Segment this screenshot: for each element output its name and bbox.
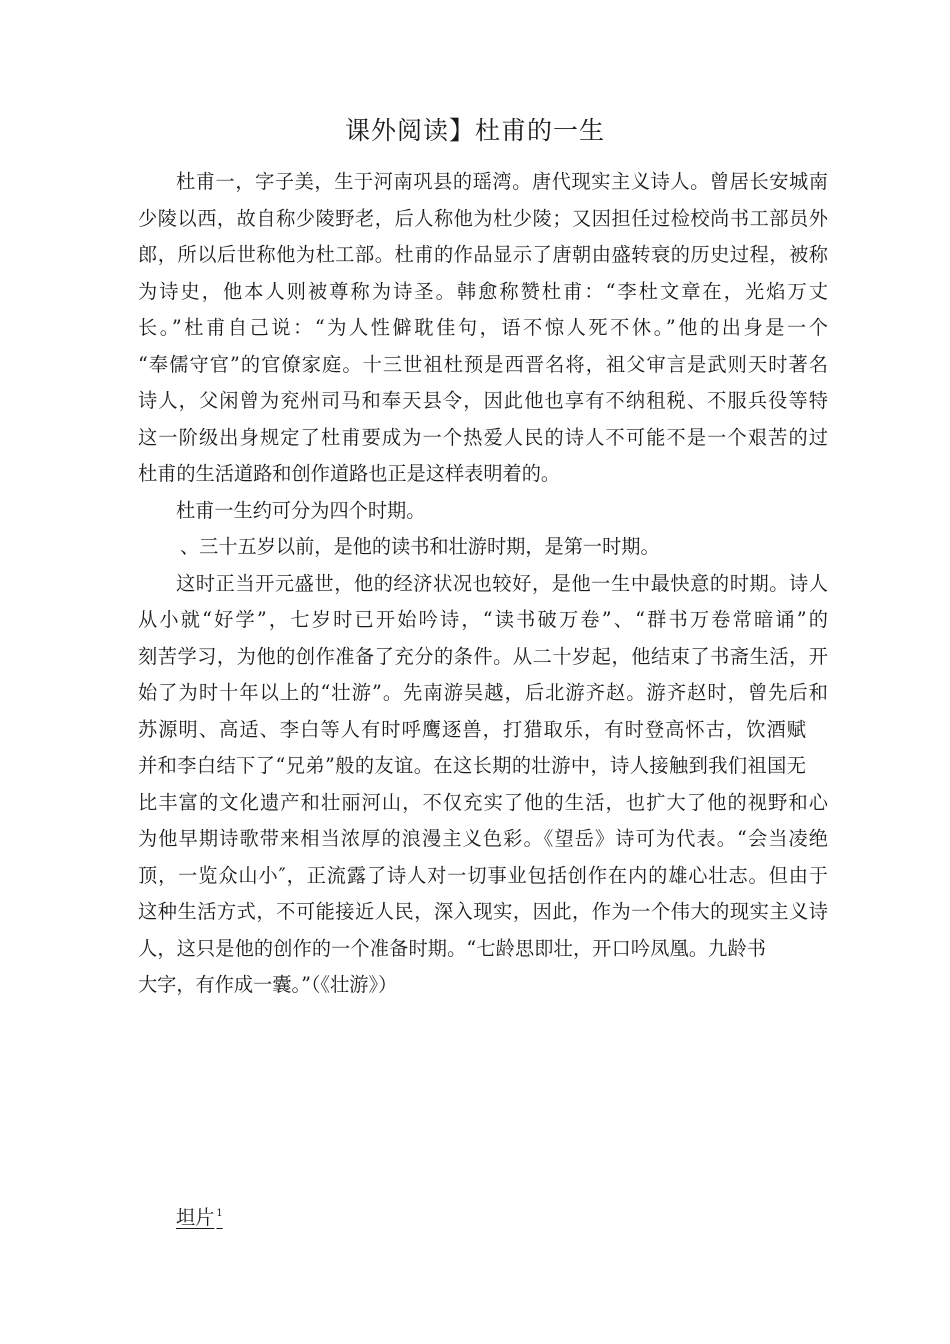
paragraph-line: 大字，有作成一囊。”（《壮游》） <box>138 973 398 996</box>
paragraph-line: 苏源明、高适、李白等人有时呼鹰逐兽，打猎取乐，有时登高怀古，饮酒赋 <box>138 717 806 741</box>
paragraph-line: 郎，所以后世称他为杜工部。杜甫的作品显示了唐朝由盛转衰的历史过程，被称 <box>138 243 828 266</box>
paragraph-line: 并和李白结下了“兄弟”般的友谊。在这长期的壮游中，诗人接触到我们祖国无 <box>138 754 806 777</box>
paragraph-line: 为他早期诗歌带来相当浓厚的浪漫主义色彩。《望岳》诗可为代表。“会当凌绝 <box>138 827 828 850</box>
page-title: 课外阅读】杜甫的一生 <box>344 116 605 145</box>
paragraph-line: 比丰富的文化遗产和壮丽河山，不仅充实了他的生活，也扩大了他的视野和心 <box>138 790 828 814</box>
paragraph-line: 从小就“好学”，七岁时已开始吟诗，“读书破万卷”、“群书万卷常暗诵”的 <box>138 608 828 631</box>
paragraph-line: 顶，一览众山小″，正流露了诗人对一切事业包括创作在内的雄心壮志。但由于 <box>138 863 828 887</box>
footnote-superscript: 1 <box>216 1208 223 1219</box>
paragraph-line: 为诗史，他本人则被尊称为诗圣。韩愈称赞杜甫：“李杜文章在，光焰万丈 <box>138 279 828 303</box>
periods-intro: 杜甫一生约可分为四个时期。 <box>176 498 426 522</box>
paragraph-line: 这时正当开元盛世，他的经济状况也较好，是他一生中最快意的时期。诗人 <box>176 571 828 595</box>
paragraph-line: 这一阶级出身规定了杜甫要成为一个热爱人民的诗人不可能不是一个艰苦的过 <box>138 425 828 449</box>
paragraph-line: 始了为时十年以上的“壮游”。先南游吴越，后北游齐赵。游齐赵时，曾先后和 <box>138 681 828 704</box>
paragraph-line: 杜甫一，字子美，生于河南巩县的瑶湾。唐代现实主义诗人。曾居长安城南 <box>176 170 828 193</box>
paragraph-line: 杜甫的生活道路和创作道路也正是这样表明着的。 <box>138 462 561 485</box>
paragraph-line: 人，这只是他的创作的一个准备时期。“七龄思即壮，开口吟凤凰。九龄书 <box>138 936 766 960</box>
footnote-link[interactable] <box>176 1196 223 1237</box>
article-body <box>138 164 828 1004</box>
period-one-heading: 、三十五岁以前，是他的读书和壮游时期，是第一时期。 <box>180 535 660 558</box>
paragraph-line: 刻苦学习，为他的创作准备了充分的条件。从二十岁起，他结束了书斋生活，开 <box>138 644 828 668</box>
paragraph-line: 长。”杜甫自己说：“为人性僻耽佳句，语不惊人死不休。”他的出身是一个 <box>138 316 828 339</box>
paragraph-line: “奉儒守官”的官僚家庭。十三世祖杜预是西晋名将，祖父审言是武则天时著名 <box>138 352 828 376</box>
paragraph-line: 这种生活方式，不可能接近人民，深入现实，因此，作为一个伟大的现实主义诗 <box>138 900 828 923</box>
paragraph-line: 少陵以西，故自称少陵野老，后人称他为杜少陵；又因担任过检校尚书工部员外 <box>138 206 828 230</box>
footnote-link-label: 坦片 <box>176 1206 215 1229</box>
paragraph-line: 诗人，父闲曾为兖州司马和奉天县令，因此他也享有不纳租税、不服兵役等特 <box>138 389 828 412</box>
